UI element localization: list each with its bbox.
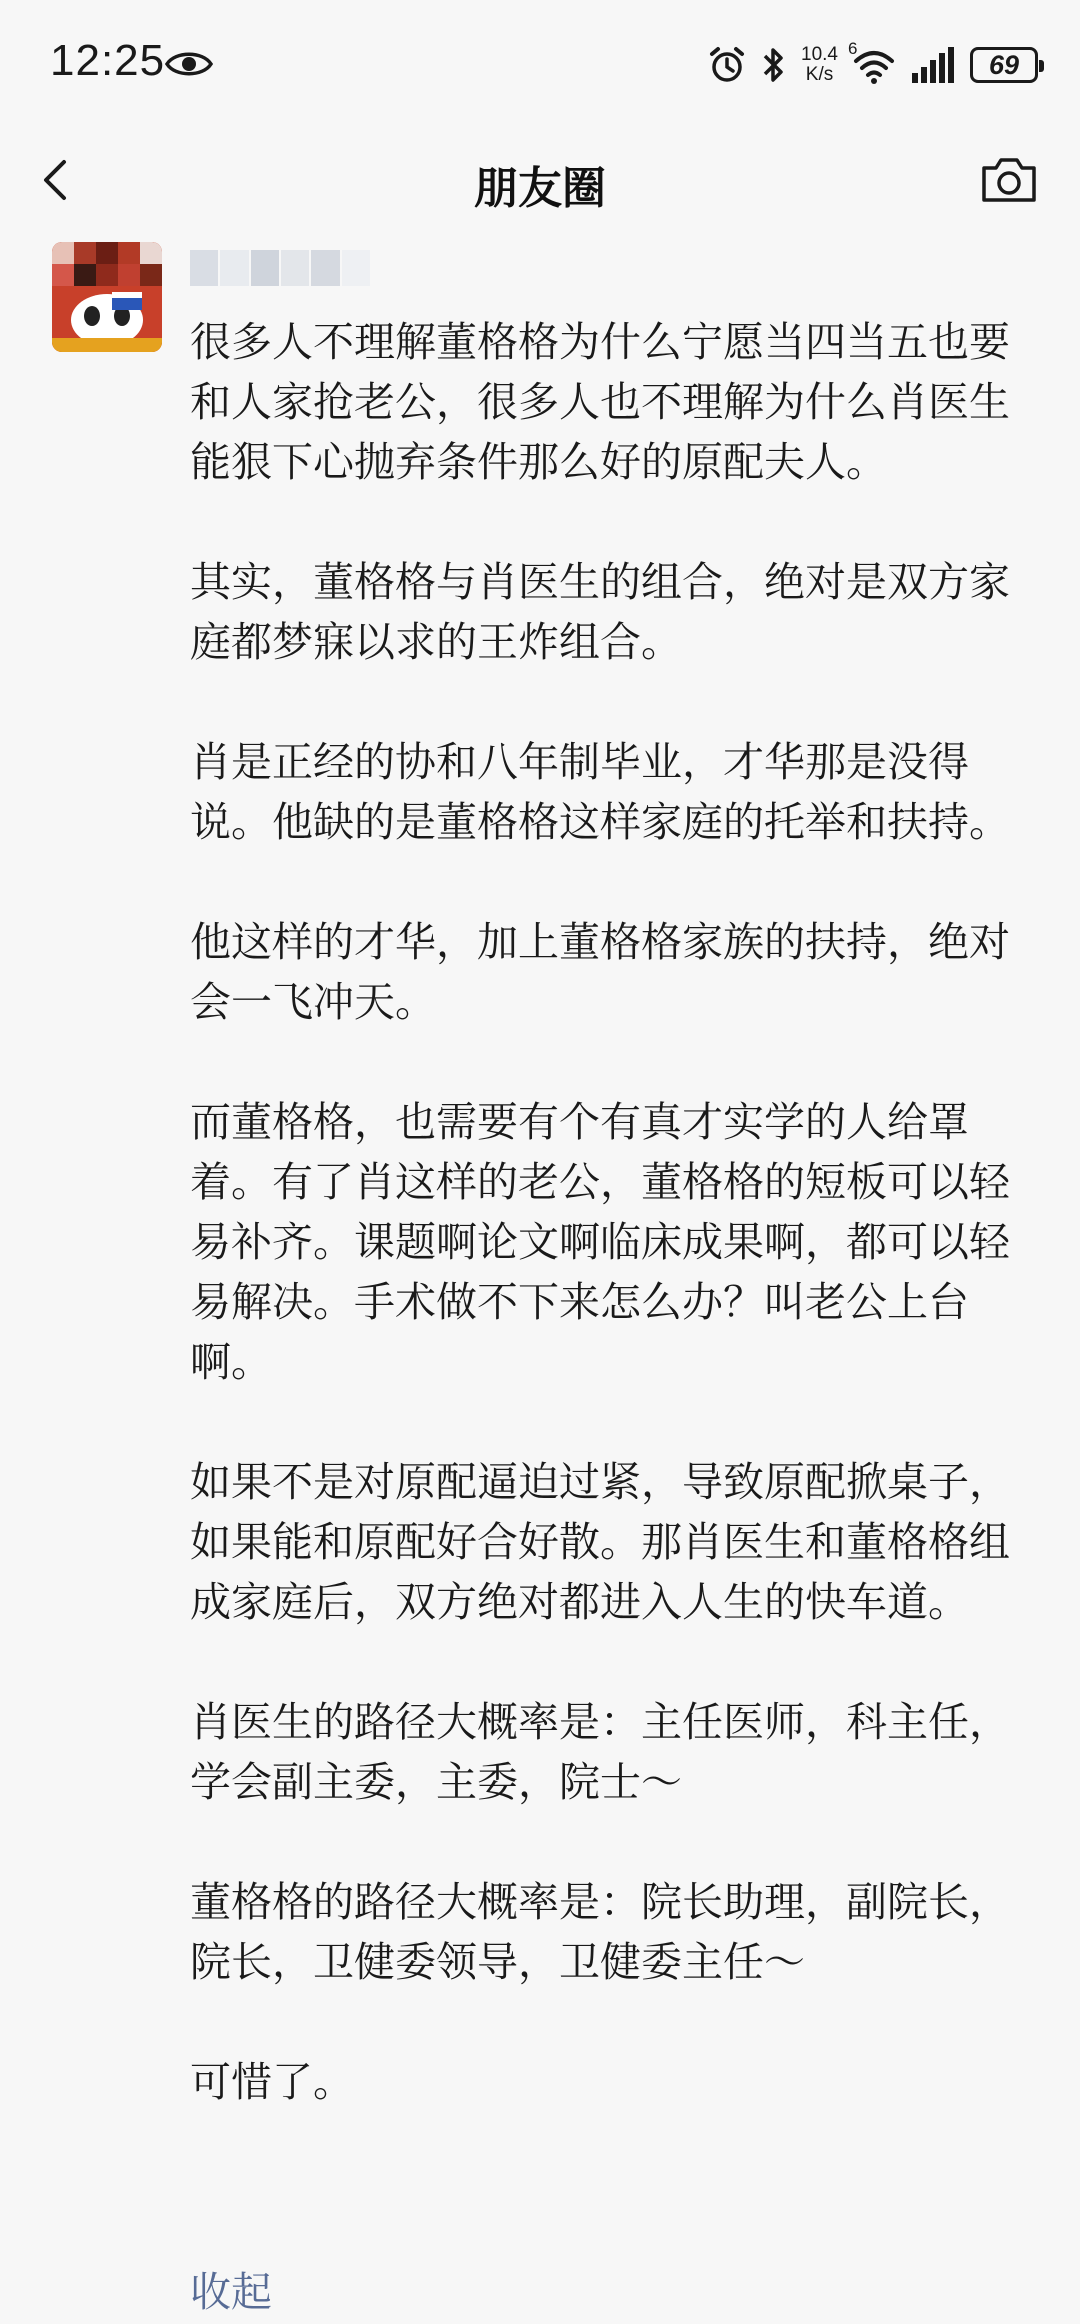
app-header <box>0 130 1080 230</box>
post-paragraph: 他这样的才华，加上董格格家族的扶持，绝对会一飞冲天。 <box>190 918 1010 1026</box>
battery-level: 69 <box>988 49 1020 80</box>
avatar[interactable] <box>52 242 162 352</box>
eye-icon <box>165 48 213 80</box>
post-paragraph: 其实，董格格与肖医生的组合，绝对是双方家庭都梦寐以求的王炸组合。 <box>190 558 1010 666</box>
wifi-badge: 6 <box>848 39 858 58</box>
signal-icon <box>910 47 956 83</box>
post-paragraph: 肖是正经的协和八年制毕业，才华那是没得说。他缺的是董格格这样家庭的托举和扶持。 <box>190 738 1010 846</box>
post-paragraph: 如果不是对原配逼迫过紧，导致原配掀桌子，如果能和原配好合好散。那肖医生和董格格组成家庭后，双方绝对都进入人生的快车道。 <box>190 1458 1010 1626</box>
page-title: 朋友圈 <box>474 163 606 214</box>
post-paragraph: 很多人不理解董格格为什么宁愿当四当五也要和人家抢老公，很多人也不理解为什么肖医生能狠下心抛弃条件那么好的原配夫人。 <box>190 318 1010 486</box>
post-paragraph: 董格格的路径大概率是：院长助理，副院长，院长，卫健委领导，卫健委主任～ <box>190 1878 1010 1986</box>
collapse-button[interactable]: 收起 <box>190 2268 272 2316</box>
post-paragraph: 可惜了。 <box>190 2058 354 2106</box>
camera-icon[interactable] <box>978 150 1040 212</box>
avatar-image <box>52 242 162 352</box>
post-content <box>190 312 1050 2112</box>
post-paragraph: 肖医生的路径大概率是：主任医师，科主任，学会副主委，主委，院士～ <box>190 1698 1010 1806</box>
post-paragraph: 而董格格，也需要有个有真才实学的人给罩着。有了肖这样的老公，董格格的短板可以轻易补齐。课题啊论文啊临床成果啊，都可以轻易解决。手术做不下来怎么办？叫老公上台啊。 <box>190 1098 1010 1386</box>
username-blurred[interactable] <box>190 250 370 286</box>
status-icons <box>707 40 1038 90</box>
wifi-icon <box>852 45 896 85</box>
battery-icon <box>970 47 1038 83</box>
net-speed-value: 10.4 <box>801 44 838 65</box>
net-speed <box>801 45 838 85</box>
wifi-indicator <box>848 39 896 85</box>
alarm-icon <box>707 45 747 85</box>
net-speed-unit: K/s <box>805 64 834 85</box>
bluetooth-icon <box>761 45 787 85</box>
status-time: 12:25 <box>50 36 166 85</box>
status-bar <box>0 0 1080 130</box>
